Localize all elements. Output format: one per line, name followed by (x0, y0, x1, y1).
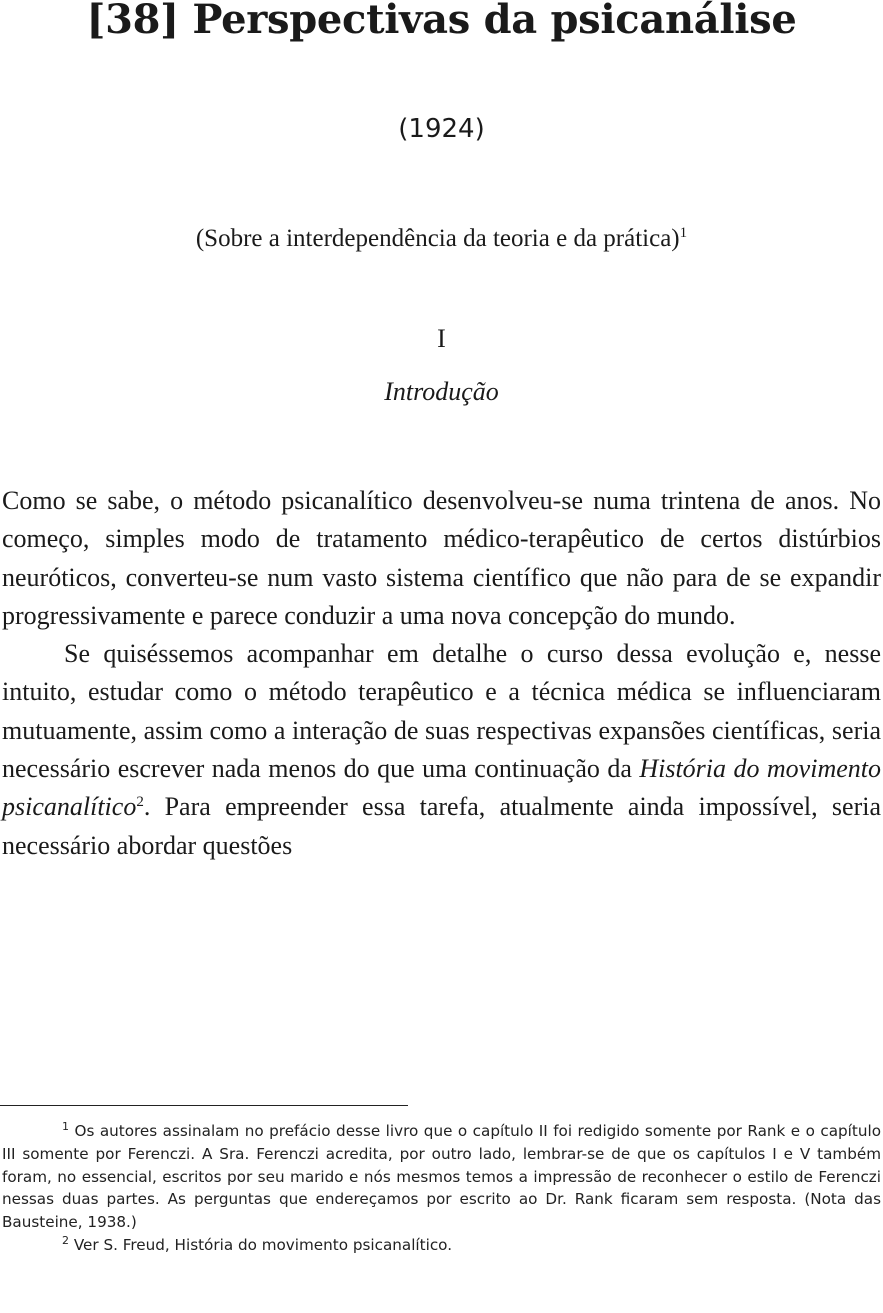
book-title-italic: História do movimento psicanalítico (2, 754, 881, 822)
footnote-ref-1[interactable]: 1 (679, 225, 688, 241)
publication-year: (1924) (398, 114, 485, 144)
body-paragraph-1: Como se sabe, o método psicanalítico desenvolveu-se numa trintena de anos. No começo, simples modo de tratamento médico-terapêutico de certos distúrbios neuróticos, converteu-se num vasto sistema científico que não para de se expandir progressivamente e parece conduzir a uma nova concepção do mundo. (2, 486, 881, 630)
footnote-number: 1 (62, 1120, 69, 1133)
body-text (2, 482, 881, 865)
footnote-number: 2 (62, 1233, 69, 1247)
paragraph-2-text-end: . Para empreender essa tarefa, atualmente ainda impossível, seria necessário abordar questões (2, 792, 881, 860)
footnote-divider (0, 1105, 408, 1106)
body-paragraph-2 (2, 635, 881, 865)
subtitle-text: (Sobre a interdependência da teoria e da prática) (195, 225, 680, 252)
chapter-title: [38] Perspectivas da psicanálise (86, 0, 797, 43)
chapter-subtitle (0, 222, 883, 256)
section-title: Introdução (384, 377, 499, 406)
footnote-1 (2, 1120, 881, 1234)
footnote-ref-2[interactable]: 2 (136, 794, 144, 811)
footnote-2 (2, 1234, 881, 1257)
paragraph-2-text-start: Se quiséssemos acompanhar em detalhe o curso dessa evolução e, nesse intuito, estudar como o método terapêutico e a técnica médica se influenciaram mutuamente, assim como a interação de suas respectivas expansões científicas, seria necessário escrever nada menos do que uma continuação da (2, 639, 881, 784)
footnote-text: Ver S. Freud, História do movimento psicanalítico. (73, 1235, 453, 1254)
section-numeral: I (437, 324, 446, 353)
footnote-text: Os autores assinalam no prefácio desse livro que o capítulo II foi redigido somente por Rank e o capítulo III somente por Ferenczi. A Sra. Ferenczi acredita, por outro lado, lembrar-se de que os capítulos I e V também foram, no essencial, escritos por seu marido e nós mesmos temos a impressão de reconhecer o estilo de Ferenczi nessas duas partes. As perguntas que endereçamos por escrito ao Dr. Rank ficaram sem resposta. (Nota das Bausteine, 1938.) (2, 1122, 881, 1232)
footnotes (2, 1120, 881, 1257)
